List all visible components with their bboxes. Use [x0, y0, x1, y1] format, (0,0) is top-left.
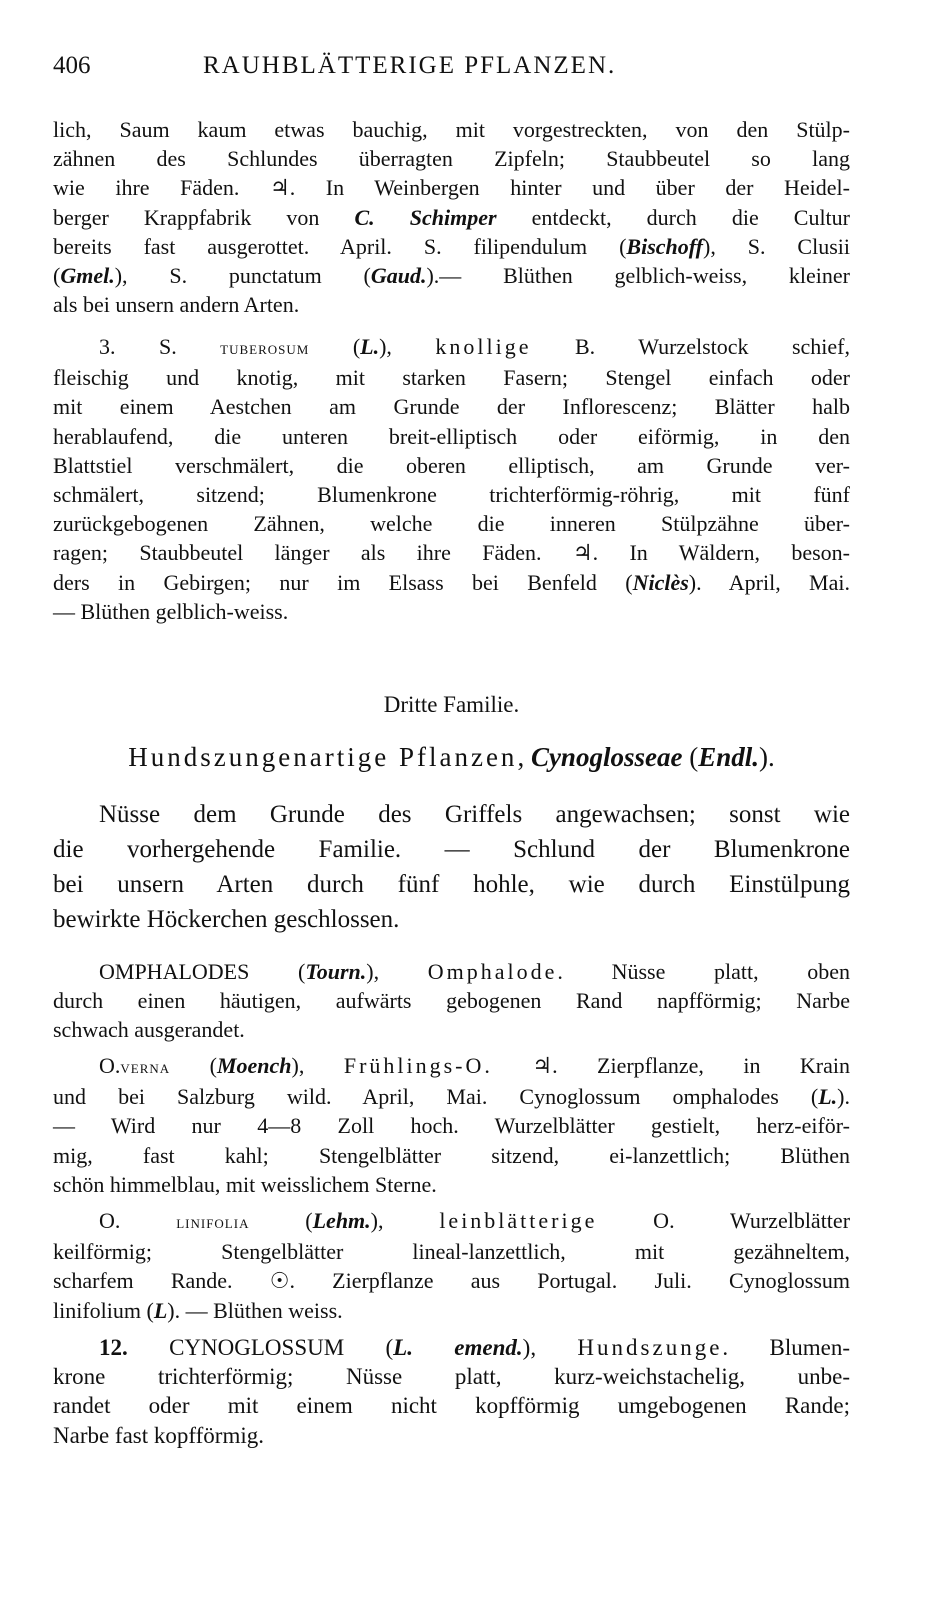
- text-run: (: [170, 1053, 217, 1078]
- text-run: O.: [99, 1053, 121, 1078]
- text-line: [53, 1266, 850, 1295]
- text-line: [53, 1111, 850, 1140]
- text-run: — Wird nur 4—8 Zoll hoch. Wurzelblätter gestielt, herz-eiför-: [53, 1113, 850, 1139]
- text-run: ),: [366, 959, 428, 984]
- text-line: [53, 1206, 850, 1237]
- spaced-text: leinblätterige: [439, 1208, 598, 1233]
- text-run: fleischig und knotig, mit starken Fasern; Stengel einfach oder: [53, 365, 850, 391]
- text-run: krone trichterförmig; Nüsse platt, kurz-weichstachelig, unbe-: [53, 1364, 850, 1390]
- spaced-text: Frühlings-O.: [343, 1053, 493, 1078]
- text-run: ), S. Clusii: [703, 233, 850, 259]
- italic-text: L.: [818, 1084, 838, 1110]
- text-run: (: [309, 334, 361, 359]
- text-run: linifolium (: [53, 1297, 154, 1323]
- text-run: keilförmig; Stengelblätter lineal-lanzettlich, mit gezähneltem,: [53, 1239, 850, 1265]
- text-run: ).: [837, 1084, 850, 1110]
- text-line: [53, 1170, 850, 1199]
- text-run: B. Wurzelstock schief,: [531, 334, 850, 359]
- text-line: [53, 1051, 850, 1082]
- spaced-text: knollige: [435, 334, 532, 359]
- text-run: (: [249, 1208, 313, 1233]
- paragraph-omphalodes-linifolia: [53, 1206, 850, 1325]
- text-run: ,: [517, 742, 531, 772]
- text-line: [53, 203, 850, 232]
- text-line: [53, 568, 850, 597]
- italic-text: Tourn.: [305, 959, 367, 984]
- text-line: [53, 538, 850, 567]
- running-title: RAUHBLÄTTERIGE PFLANZEN.: [203, 52, 617, 79]
- page-number: 406: [53, 52, 91, 79]
- text-line: [53, 1082, 850, 1111]
- text-run: zurückgebogenen Zähnen, welche die inneren Stülpzähne über-: [53, 511, 850, 537]
- text-run: 3. S.: [99, 334, 221, 359]
- italic-text: Cynoglosseae: [530, 742, 683, 772]
- paragraph-cynoglossum: [53, 1333, 850, 1450]
- small-caps-text: linifolia: [176, 1212, 250, 1232]
- text-run: (: [53, 263, 61, 289]
- text-line: [53, 173, 850, 202]
- italic-text: Niclès: [632, 569, 689, 595]
- bold-text: 12.: [99, 1335, 128, 1360]
- text-run: ders in Gebirgen; nur im Elsass bei Benfeld (: [53, 569, 633, 595]
- text-run: ). April, Mai.: [688, 569, 850, 595]
- text-line: [53, 422, 850, 451]
- italic-text: Endl.: [698, 742, 759, 772]
- small-caps-text: tuberosum: [220, 338, 310, 358]
- spaced-text: Hundszunge: [577, 1335, 723, 1360]
- text-run: schmälert, sitzend; Blumenkrone trichterförmig-röhrig, mit fünf: [53, 482, 850, 508]
- text-run: bewirkte Höckerchen geschlossen.: [53, 906, 400, 933]
- text-run: CYNOGLOSSUM (: [127, 1335, 394, 1360]
- italic-text: Lehm.: [312, 1208, 371, 1233]
- text-line: [53, 392, 850, 421]
- text-line: [53, 261, 850, 290]
- text-run: zähnen des Schlundes überragten Zipfeln; Staubbeutel so lang: [53, 146, 850, 172]
- text-run: ), S. punctatum (: [114, 263, 371, 289]
- text-run: ),: [291, 1053, 344, 1078]
- text-line: [53, 690, 850, 719]
- text-run: — Blüthen gelblich-weiss.: [53, 598, 289, 624]
- text-run: Dritte Familie.: [383, 692, 520, 717]
- text-run: OMPHALODES (: [99, 959, 306, 984]
- italic-text: C. Schimper: [354, 204, 497, 230]
- text-run: O.: [99, 1208, 177, 1233]
- paragraph-continuation: [53, 115, 850, 319]
- text-run: herablaufend, die unteren breit-elliptisch oder eiförmig, in den: [53, 423, 850, 449]
- text-run: lich, Saum kaum etwas bauchig, mit vorgestreckten, von den Stülp-: [53, 117, 850, 142]
- paragraph-omphalodes: [53, 957, 850, 1045]
- paragraph-family-description: [53, 797, 850, 937]
- text-line: [53, 232, 850, 261]
- text-run: schwach ausgerandet.: [53, 1017, 245, 1043]
- italic-text: Gmel.: [60, 263, 115, 289]
- italic-text: Moench: [216, 1053, 292, 1078]
- text-run: ).: [758, 742, 775, 772]
- text-line: [53, 480, 850, 509]
- text-run: . Blumen-: [722, 1335, 850, 1360]
- text-line: [53, 597, 850, 626]
- spaced-text: Hundszungenartige Pflanzen: [128, 742, 518, 772]
- text-line: [53, 1296, 850, 1325]
- text-run: (: [682, 742, 699, 772]
- text-line: [53, 1141, 850, 1170]
- text-run: bei unsern Arten durch fünf hohle, wie durch Einstülpung: [53, 871, 850, 898]
- text-line: [53, 986, 850, 1015]
- text-run: die vorhergehende Familie. — Schlund der Blumenkrone: [53, 836, 850, 863]
- text-line: [53, 144, 850, 173]
- family-heading: [53, 740, 850, 775]
- text-run: ragen; Staubbeutel länger als ihre Fäden. ♃. In Wäldern, beson-: [53, 540, 850, 566]
- text-line: [53, 797, 850, 832]
- italic-text: Bischoff: [626, 233, 704, 259]
- text-line: [53, 1421, 850, 1450]
- text-run: randet oder mit einem nicht kopfförmig umgebogenen Rande;: [53, 1393, 850, 1419]
- text-line: [53, 332, 850, 363]
- italic-text: L: [153, 1297, 168, 1323]
- text-run: Narbe fast kopfförmig.: [53, 1422, 264, 1448]
- italic-text: L.: [360, 334, 380, 359]
- italic-text: Gaud.: [370, 263, 427, 289]
- text-run: O. Wurzelblätter: [597, 1208, 851, 1233]
- text-line: [53, 1237, 850, 1266]
- paragraph-omphalodes-verna: [53, 1051, 850, 1199]
- text-line: [53, 363, 850, 392]
- text-line: [53, 832, 850, 867]
- text-run: ).— Blüthen gelblich-weiss, kleiner: [426, 263, 850, 289]
- text-line: [53, 1333, 850, 1362]
- text-run: mit einem Aestchen am Grunde der Inflorescenz; Blätter halb: [53, 394, 850, 420]
- spaced-text: Omphalode: [427, 959, 558, 984]
- text-run: berger Krappfabrik von: [53, 204, 355, 230]
- text-line: [53, 867, 850, 902]
- text-run: Nüsse dem Grunde des Griffels angewachsen; sonst wie: [99, 801, 850, 828]
- text-line: [53, 451, 850, 480]
- text-run: ♃. Zierpflanze, in Krain: [492, 1053, 851, 1078]
- text-run: durch einen häutigen, aufwärts gebogenen Rand napfförmig; Narbe: [53, 988, 850, 1014]
- text-line: [53, 957, 850, 986]
- text-line: [53, 1362, 850, 1391]
- text-run: scharfem Rande. ☉. Zierpflanze aus Portugal. Juli. Cynoglossum: [53, 1268, 850, 1294]
- text-line: [53, 115, 850, 144]
- text-line: [53, 740, 850, 775]
- text-run: bereits fast ausgerottet. April. S. filipendulum (: [53, 233, 627, 259]
- text-line: [53, 1015, 850, 1044]
- text-run: als bei unsern andern Arten.: [53, 292, 300, 318]
- text-run: entdeckt, durch die Cultur: [496, 204, 850, 230]
- italic-text: L. emend.: [393, 1335, 523, 1360]
- text-run: ). — Blüthen weiss.: [167, 1297, 343, 1323]
- text-run: schön himmelblau, mit weisslichem Sterne.: [53, 1171, 437, 1197]
- text-run: wie ihre Fäden. ♃. In Weinbergen hinter und über der Heidel-: [53, 175, 850, 201]
- text-run: ),: [370, 1208, 440, 1233]
- text-run: ),: [379, 334, 436, 359]
- small-caps-text: verna: [120, 1057, 171, 1077]
- paragraph-tuberosum: [53, 332, 850, 626]
- text-line: [53, 902, 850, 937]
- text-line: [53, 290, 850, 319]
- text-run: mig, fast kahl; Stengelblätter sitzend, ei-lanzettlich; Blüthen: [53, 1142, 850, 1168]
- text-line: [53, 1391, 850, 1420]
- text-run: Blattstiel verschmälert, die oberen elliptisch, am Grunde ver-: [53, 452, 850, 478]
- family-title: [53, 690, 850, 719]
- text-run: . Nüsse platt, oben: [557, 959, 850, 984]
- text-run: ),: [522, 1335, 578, 1360]
- text-line: [53, 509, 850, 538]
- text-run: und bei Salzburg wild. April, Mai. Cynoglossum omphalodes (: [53, 1084, 819, 1110]
